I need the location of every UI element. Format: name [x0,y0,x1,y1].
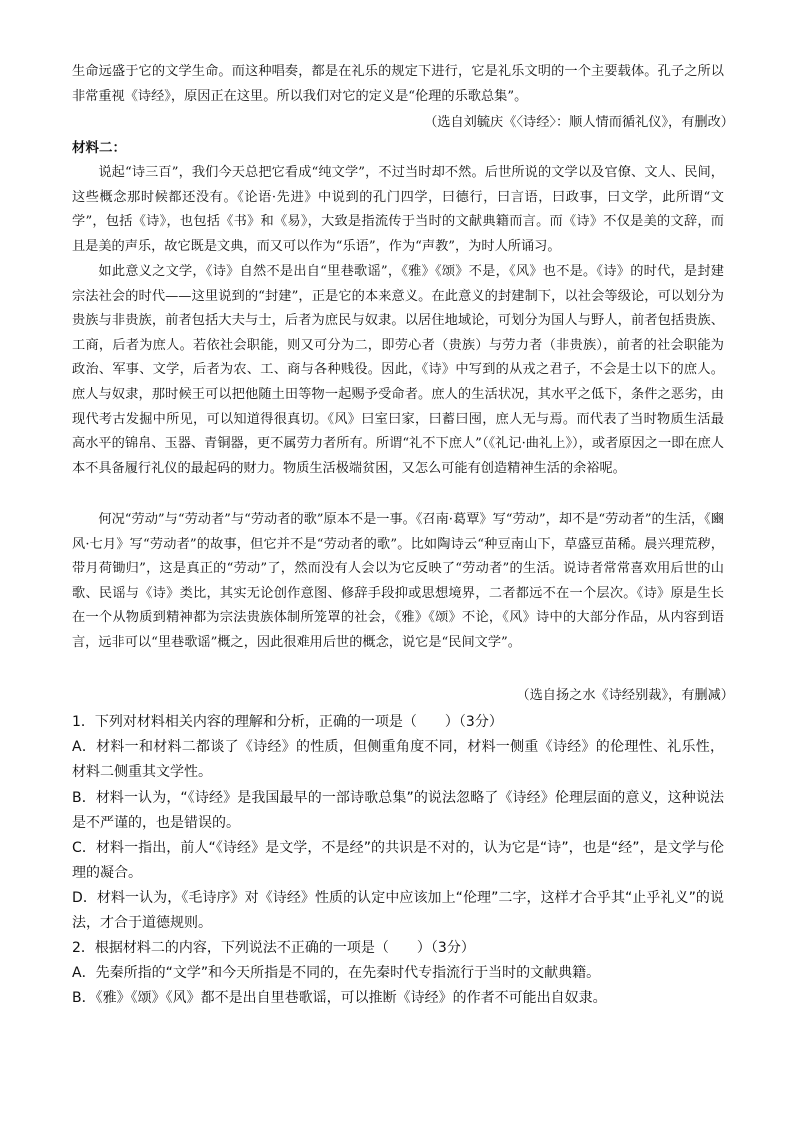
material2-paragraph-1: 说起“诗三百”，我们今天总把它看成“纯文学”，不过当时却不然。后世所说的文学以及官僚、文人、民间，这些概念那时候都还没有。《论语·先进》中说到的孔门四学，曰德行，曰言语，曰政事，曰文学，此所谓“文学”，包括《诗》，也包括《书》和《易》，大致是指流传于当时的文献典籍而言。而《诗》不仅是美的文辞，而且是美的声乐，故它既是文典，而又可以作为“乐语”，作为“声教”，为时人所诵习。 [72,165,724,254]
material2-paragraph-3: 何况“劳动”与“劳动者”与“劳动者的歌”原本不是一事。《召南·葛覃》写“劳动”，却不是“劳动者”的生活，《豳风·七月》写“劳动者”的故事，但它并不是“劳动者的歌”。比如陶诗云“种豆南山下，草盛豆苗稀。晨兴理荒秽，带月荷锄归”，这是真正的“劳动”了，然而没有人会以为它反映了“劳动者”的生活。说诗者常常喜欢用后世的山歌、民谣与《诗》类比，其实无论创作意图、修辞手段抑或思想境界，二者都远不在一个层次。《诗》原是生长在一个从物质到精神都为宗法贵族体制所笼罩的社会，《雅》《颂》不论，《风》诗中的大部分作品，从内容到语言，远非可以“里巷歌谣”概之，因此很难用后世的概念，说它是“民间文学”。 [72,512,724,650]
question-1-option-c[interactable]: C．材料一指出，前人“《诗经》是文学，不是经”的共识是不对的，认为它是“诗”，也是“经”，是文学与伦理的凝合。 [72,840,724,881]
question-2-stem: 2．根据材料二的内容，下列说法不正确的一项是（ ）（3分） [72,940,475,956]
material2-source: （选自扬之水《诗经别裁》，有删减） [516,688,734,703]
question-1-option-b[interactable]: B．材料一认为，“《诗经》是我国最早的一部诗歌总集”的说法忽略了《诗经》伦理层面的意义，这种说法是不严谨的，也是错误的。 [72,790,724,831]
question-2-option-b[interactable]: B．《雅》《颂》《风》都不是出自里巷歌谣，可以推断《诗经》的作者不可能出自奴隶。 [72,990,607,1006]
question-1-option-d[interactable]: D．材料一认为，《毛诗序》对《诗经》性质的认定中应该加上“伦理”二字，这样才合乎其“止乎礼义”的说法，才合于道德规则。 [72,890,724,931]
material1-source: （选自刘毓庆《〈诗经〉：顺人情而循礼仪》，有删改） [424,115,734,130]
question-1-stem: 1．下列对材料相关内容的理解和分析，正确的一项是（ ）（3分） [72,714,503,730]
material2-paragraph-2: 如此意义之文学，《诗》自然不是出自“里巷歌谣”，《雅》《颂》不是，《风》也不是。《诗》的时代，是封建宗法社会的时代——这里说到的“封建”，正是它的本来意义。在此意义的封建制下，以社会等级论，可以划分为贵族与非贵族，前者包括大夫与士，后者为庶民与奴隶。以居住地域论，可划分为国人与野人，前者包括贵族、工商，后者为庶人。若依社会职能，则又可分为二，即劳心者（贵族）与劳力者（非贵族），前者的社会职能为政治、军事、文学，后者为农、工、商与各种贱役。因此，《诗》中写到的从戎之君子，不会是士以下的庶人。庶人与奴隶，那时候王可以把他随土田等物一起赐予受命者。庶人的生活状况，其水平之低下，条件之恶劣，由现代考古发掘中所见，可以知道得很真切。《风》曰室曰家，曰蓄曰囤，庶人无与焉。而代表了当时物质生活最高水平的锦帛、玉器、青铜器，更不属劳力者所有。所谓“礼不下庶人”（《礼记·曲礼上》），或者原因之一即在庶人本不具备履行礼仪的最起码的财力。物质生活极端贫困，又怎么可能有创造精神生活的余裕呢。 [72,264,724,476]
question-1-option-a[interactable]: A．材料一和材料二都谈了《诗经》的性质，但侧重角度不同，材料一侧重《诗经》的伦理性、礼乐性，材料二侧重其文学性。 [72,739,724,780]
material1-tail-paragraph: 生命远盛于它的文学生命。而这种唱奏，都是在礼乐的规定下进行，它是礼乐文明的一个主要载体。孔子之所以非常重视《诗经》，原因正在这里。所以我们对它的定义是“伦理的乐歌总集”。 [72,64,724,104]
material2-heading: 材料二： [72,140,126,156]
question-2-option-a[interactable]: A．先秦所指的“文学”和今天所指是不同的，在先秦时代专指流行于当时的文献典籍。 [72,965,601,981]
